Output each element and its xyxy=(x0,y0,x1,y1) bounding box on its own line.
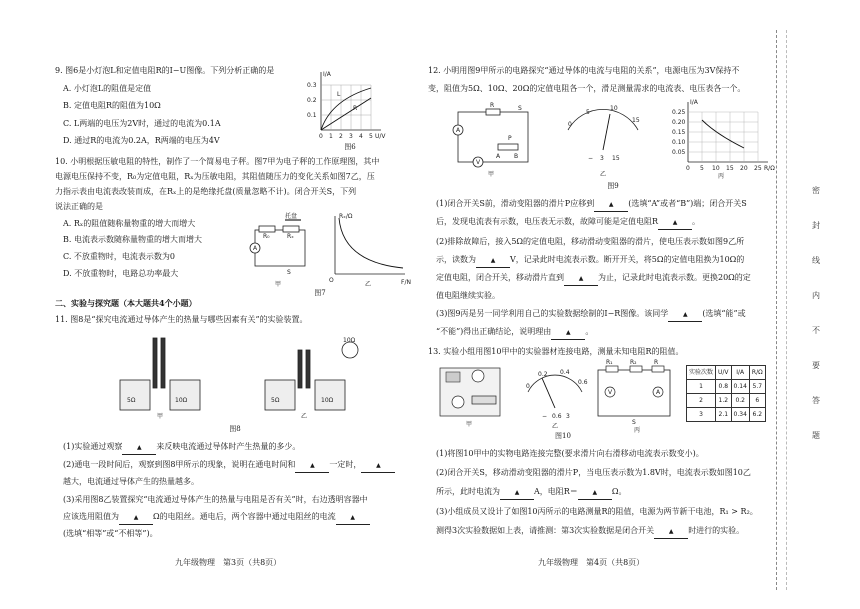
tray-label: 托盘 xyxy=(285,213,298,220)
fig8b-r10-out: 10Ω xyxy=(343,337,356,344)
fig9c-ytick: 0.20 xyxy=(672,119,686,126)
fig10-sub-b: 乙 xyxy=(552,423,559,430)
fig10-label-r: R xyxy=(654,359,659,366)
fig8a-r5: 5Ω xyxy=(127,397,136,404)
svg-text:V: V xyxy=(608,389,613,396)
binding-char: 不 xyxy=(812,326,820,335)
fig10-meter-tick: 0.4 xyxy=(560,369,570,376)
fig6-xtick: 2 xyxy=(339,133,343,140)
r0-label: R₀ xyxy=(263,233,270,240)
fig6-ytick: 0.3 xyxy=(307,82,317,89)
figure-7-caption: 图7 xyxy=(314,289,326,297)
q12-line-2: 变，阻值为5Ω、10Ω、20Ω的定值电阻各一个，滑足测量需求的电流表、电压表各一个。 xyxy=(428,84,746,93)
q13-item-3: (3)小组成员又设计了如图10丙所示的电路测量R的阻值，电源为两节新干电池，R₁ > R₂。 xyxy=(436,507,758,516)
answer-blank[interactable]: ▲ xyxy=(658,215,692,230)
q13-item-2b: 所示，此时电流为 ▲ A，电阻R＝ ▲ Ω。 xyxy=(436,485,808,500)
fig9c-ytick: 0.05 xyxy=(672,149,686,156)
table-cell: 3 xyxy=(687,408,716,422)
q13-item-1: (1)将图10甲中的实物电路连接完整(要求滑片向右滑移动电流表示数变小)。 xyxy=(436,449,704,458)
q10-line-1: 10. 小明根据压敏电阻的特性，制作了一个简易电子秤。图7甲为电子秤的工作原理图，其中 xyxy=(55,157,380,166)
q10-option-a: A. Rₓ的阻值随称量物重的增大而增大 xyxy=(63,219,196,228)
fig6-ylabel: I/A xyxy=(323,71,331,78)
fig10-terminal: 0.6 xyxy=(552,413,562,420)
q10-option-b: B. 电流表示数随称量物重的增大而增大 xyxy=(63,235,202,244)
table-cell: 6 xyxy=(749,394,765,408)
footer-page-4: 九年级物理 第4页（共8页） xyxy=(538,558,645,567)
answer-blank[interactable]: ▲ xyxy=(336,510,370,525)
table-cell: 1 xyxy=(687,380,716,394)
fig9-sub-b: 乙 xyxy=(600,171,607,178)
table-header-cell: 实验次数 xyxy=(687,366,716,380)
answer-blank[interactable]: ▲ xyxy=(564,271,598,286)
switch-label: S xyxy=(287,269,291,276)
fig9-terminal: 15 xyxy=(612,155,620,162)
figure-9 xyxy=(448,100,778,180)
q10-option-d: D. 不放重物时，电路总功率最大 xyxy=(63,269,179,278)
fig7-ylabel: Rₓ/Ω xyxy=(339,213,353,220)
fig10-sub-a: 甲 xyxy=(466,421,473,428)
fig8-sub-a: 甲 xyxy=(157,413,164,420)
table-cell: 0.14 xyxy=(731,380,749,394)
binding-char: 内 xyxy=(812,291,820,300)
fig9-label-p: P xyxy=(508,135,512,142)
binding-char: 题 xyxy=(812,431,820,440)
table-row xyxy=(687,408,766,422)
svg-text:V: V xyxy=(476,159,481,166)
binding-char: 要 xyxy=(812,361,820,370)
table-cell: 2.1 xyxy=(716,408,732,422)
table-header-cell: R/Ω xyxy=(749,366,765,380)
table-header-cell: I/A xyxy=(731,366,749,380)
table-cell: 0.2 xyxy=(731,394,749,408)
fig10-label-s: S xyxy=(632,419,636,426)
fig6-curve-label-r: R xyxy=(353,105,358,112)
fig7-sub-a: 甲 xyxy=(275,281,282,288)
fig6-ytick: 0.2 xyxy=(307,97,317,104)
svg-text:A: A xyxy=(456,127,461,134)
fig8a-r10: 10Ω xyxy=(175,397,188,404)
q12-item-1b: 后，发现电流表有示数，电压表无示数，故障可能是定值电阻R ▲ 。 xyxy=(436,215,808,230)
fig9c-xtick: 0 xyxy=(686,165,690,172)
q12-item-1: (1)闭合开关S前，滑动变阻器的滑片P应移到 ▲ (选填“A”或者“B”)端；闭合开关S xyxy=(436,197,808,212)
table-row xyxy=(687,394,766,408)
q12-item-2b: 示，读数为 ▲ V，记录此时电流表示数。断开开关，将5Ω的定值电阻换为10Ω的 xyxy=(436,253,808,268)
fig8b-r10: 10Ω xyxy=(321,397,334,404)
answer-blank[interactable]: ▲ xyxy=(361,458,395,473)
fig10-terminal: − xyxy=(542,413,548,420)
q12-item-2c: 定值电阻，闭合开关，移动滑片直到 ▲ 为止，记录此时电流表示数。更换20Ω的定 xyxy=(436,271,808,286)
q12-item-3: (3)图9丙是另一同学利用自己的实验数据绘制的I−R图像。该同学 ▲ (选填“能”或 xyxy=(436,307,808,322)
q11-item-3c: (选填“相等”或“不相等”)。 xyxy=(63,529,158,538)
q9-option-a: A. 小灯泡L的阻值是定值 xyxy=(63,84,152,93)
q13-item-3b: 测得3次实验数据如上表，请推测：第3次实验数据是闭合开关 ▲ 时进行的实验。 xyxy=(436,524,808,539)
answer-blank[interactable]: ▲ xyxy=(594,197,628,212)
fig10-label-r2: R₂ xyxy=(630,359,637,366)
table-cell: 1.2 xyxy=(716,394,732,408)
binding-char: 答 xyxy=(812,396,820,405)
resistor-rx xyxy=(283,226,299,232)
q10-line-2: 电源电压保持不变，R₀为定值电阻，Rₓ为压敏电阻，其阻值随压力的变化关系如图7乙，压 xyxy=(55,172,375,181)
q9-option-b: B. 定值电阻R的阻值为10Ω xyxy=(63,101,161,110)
figure-7 xyxy=(235,212,415,292)
table-cell: 5.7 xyxy=(749,380,765,394)
binding-char: 密 xyxy=(812,186,820,195)
q11-stem: 11. 图8是“探究电流通过导体产生的热量与哪些因素有关”的实验装置。 xyxy=(55,315,308,324)
fig6-xtick: 3 xyxy=(349,133,353,140)
fig9-meter-tick: 0 xyxy=(568,121,572,128)
fig10-meter-tick: 0 xyxy=(526,383,530,390)
fig9-label-s: S xyxy=(518,105,522,112)
fig6-ytick: 0.1 xyxy=(307,112,317,119)
figure-8-caption: 图8 xyxy=(229,425,241,433)
fig9c-ytick: 0.25 xyxy=(672,109,686,116)
q13-stem: 13. 实验小组用图10甲中的实验器材连接电路，测量未知电阻R的阻值。 xyxy=(428,347,684,356)
left-page xyxy=(55,0,435,609)
answer-blank[interactable]: ▲ xyxy=(122,440,156,455)
fig9c-ytick: 0.10 xyxy=(672,139,686,146)
binding-char: 线 xyxy=(812,256,820,265)
fig9c-ytick: 0.15 xyxy=(672,129,686,136)
figure-10 xyxy=(438,359,678,434)
q12-item-2: (2)排除故障后，接入5Ω的定值电阻，移动滑动变阻器的滑片，使电压表示数如图9乙所 xyxy=(436,237,745,246)
fig9c-xlabel: R/Ω xyxy=(764,165,775,172)
fig10-terminal: 3 xyxy=(566,413,570,420)
fig6-xlabel: U/V xyxy=(375,133,386,140)
fig9c-ylabel: I/A xyxy=(690,99,698,106)
fig9-label-a: A xyxy=(496,153,501,160)
fig10-sub-c: 丙 xyxy=(634,427,641,434)
q11-item-2b: 越大，电流通过导体产生的热量越多。 xyxy=(63,477,199,486)
figure-6-caption: 图6 xyxy=(344,143,356,151)
fig6-xtick: 1 xyxy=(329,133,333,140)
svg-text:A: A xyxy=(656,389,661,396)
binding-char: 封 xyxy=(812,221,820,230)
fig9-label-b: B xyxy=(514,153,519,160)
ammeter-label: A xyxy=(253,245,258,252)
fig7-xlabel: F/N xyxy=(401,279,411,286)
fig8-sub-b: 乙 xyxy=(301,413,308,420)
q13-data-table xyxy=(686,365,766,422)
table-cell: 2 xyxy=(687,394,716,408)
q10-line-3: 力指示表由电流表改装而成，在Rₓ上的是绝缘托盘(质量忽略不计)。闭合开关S，下列 xyxy=(55,187,357,196)
fig9-terminal: − xyxy=(588,155,594,162)
fig8b-r5: 5Ω xyxy=(271,397,280,404)
fig9-sub-a: 甲 xyxy=(488,171,495,178)
figure-10-caption: 图10 xyxy=(555,432,571,440)
table-cell: 0.8 xyxy=(716,380,732,394)
q11-item-1: (1)实验通过观察 ▲ 来反映电流通过导体时产生热量的多少。 xyxy=(63,440,435,455)
q12-item-3b: “不能”)得出正确结论，说明理由 ▲ 。 xyxy=(436,325,808,340)
q9-stem: 9. 图6是小灯泡L和定值电阻R的I−U图像。下列分析正确的是 xyxy=(55,66,275,75)
q12-item-2d: 值电阻继续实验。 xyxy=(436,291,500,300)
fig9c-xtick: 10 xyxy=(712,165,720,172)
curve-l xyxy=(321,88,371,130)
q9-option-c: C. L两端的电压为2V时，通过的电流为0.1A xyxy=(63,119,221,128)
fig9c-xtick: 25 xyxy=(754,165,762,172)
fig7-sub-b: 乙 xyxy=(365,281,372,288)
fig6-xtick: 0 xyxy=(319,133,323,140)
rx-label: Rₓ xyxy=(287,233,294,240)
answer-blank[interactable]: ▲ xyxy=(476,253,510,268)
table-row xyxy=(687,380,766,394)
fig9-meter-tick: 10 xyxy=(610,105,618,112)
answer-blank[interactable]: ▲ xyxy=(295,458,329,473)
fig9-terminal: 3 xyxy=(600,155,604,162)
line-r xyxy=(321,98,371,130)
fig9-label-r: R xyxy=(490,102,495,109)
fig9c-xtick: 20 xyxy=(740,165,748,172)
q11-item-3b: 应该选用阻值为 ▲ Ω的电阻丝。通电后，两个容器中通过电阻丝的电流 ▲ xyxy=(63,510,435,525)
figure-6-iu-graph xyxy=(307,70,393,140)
answer-blank[interactable]: ▲ xyxy=(578,485,612,500)
fig10-meter-tick: 0.2 xyxy=(538,371,548,378)
table-cell: 0.34 xyxy=(731,408,749,422)
q9-option-d: D. 通过R的电流为0.2A，R两端的电压为4V xyxy=(63,136,220,145)
figure-9-caption: 图9 xyxy=(607,182,619,190)
table-header-row xyxy=(687,366,766,380)
q10-option-c: C. 不放重物时，电流表示数为0 xyxy=(63,252,176,261)
fig9c-curve xyxy=(702,120,744,148)
fig9c-xtick: 15 xyxy=(726,165,734,172)
footer-page-3: 九年级物理 第3页（共8页） xyxy=(175,558,282,567)
answer-blank[interactable]: ▲ xyxy=(500,485,534,500)
figure-8 xyxy=(115,330,385,420)
table-header-cell: U/V xyxy=(716,366,732,380)
table-cell: 6.2 xyxy=(749,408,765,422)
answer-blank[interactable]: ▲ xyxy=(668,307,702,322)
fig9-sub-c: 丙 xyxy=(718,173,725,180)
resistor-r0 xyxy=(259,226,275,232)
rx-f-curve xyxy=(339,218,403,268)
fig6-xtick: 5 xyxy=(369,133,373,140)
q13-item-2: (2)闭合开关S，移动滑动变阻器的滑片P，当电压表示数为1.8V时，电流表示数如图10乙 xyxy=(436,468,751,477)
right-page xyxy=(428,0,808,609)
binding-dashed-line-inner xyxy=(786,30,787,590)
fig6-xtick: 4 xyxy=(359,133,363,140)
fig6-curve-label-l: L xyxy=(337,91,341,98)
fig9c-xtick: 5 xyxy=(700,165,704,172)
fig9-meter-tick: 5 xyxy=(586,109,590,116)
section-2-heading: 二、实验与探究题（本大题共4个小题） xyxy=(55,298,197,308)
q10-line-4: 说法正确的是 xyxy=(55,202,103,211)
fig10-label-r1: R₁ xyxy=(606,359,613,366)
answer-blank[interactable]: ▲ xyxy=(654,524,688,539)
answer-blank[interactable]: ▲ xyxy=(119,510,153,525)
q11-item-2: (2)通电一段时间后，观察到图8甲所示的现象，说明在通电时间和 ▲ 一定时， ▲ xyxy=(63,458,435,473)
binding-dashed-line xyxy=(776,30,777,590)
fig10-meter-tick: 0.6 xyxy=(578,379,588,386)
fig9-meter-tick: 15 xyxy=(632,117,640,124)
q12-line-1: 12. 小明用图9甲所示的电路探究“通过导体的电流与电阻的关系”，电源电压为3V保持不 xyxy=(428,66,740,75)
fig7-origin: O xyxy=(329,277,334,284)
answer-blank[interactable]: ▲ xyxy=(551,325,585,340)
q11-item-3: (3)采用图8乙装置探究“电流通过导体产生的热量与电阻是否有关”时，右边透明容器中 xyxy=(63,495,368,504)
